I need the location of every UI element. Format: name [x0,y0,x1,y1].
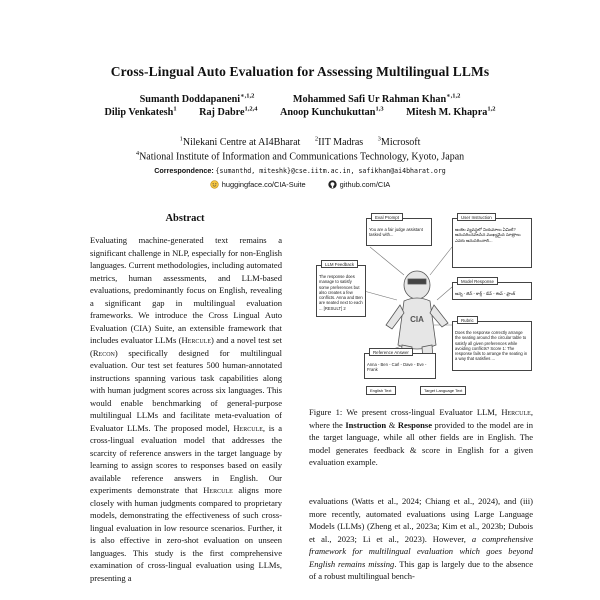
affiliation: $^1$Nilekani Centre at AI4Bharat [179,136,301,149]
project-links [0,180,600,191]
affiliation: $^3$Microsoft [377,136,421,149]
user-instruction-box: User Instruction అంకెల వ్యవస్థలో నియమాలు ఏమిటి? అనుసరించవలసిన ముఖ్యమైన సూత్రాలు ఎవరు అనుసరించాలి... [452,218,532,268]
correspondence-emails[interactable]: {sumanthd, miteshk}@cse.iitm.ac.in, safikhan@ai4bharat.org [215,167,446,175]
affiliation: $^2$IIT Madras [314,136,364,149]
author: Dilip Venkatesh$^1$ [104,106,177,119]
correspondence: Correspondence: {sumanthd, miteshk}@cse.iitm.ac.in, safikhan@ai4bharat.org [154,166,446,175]
llm-feedback-box: LLM Feedback The response does manage to satisfy some preferences but also creates a few conflicts. Anna and Ben are seated next to each ... [RESULT] 2 [316,265,366,317]
model-response-box: Model Response అన్న - బెన్ - కార్ల్ - డేవ్ - ఈవ్ - ఫ్రాంక్ [452,282,532,300]
author-row-1 [0,92,600,105]
huggingface-link[interactable]: huggingface.co/CIA-Suite [210,180,306,189]
abstract-heading: Abstract [165,213,205,224]
user-instruction-label: User Instruction [457,213,496,221]
eval-prompt-box: Eval Prompt You are a fair judge assistant tasked with... [366,218,432,246]
reference-answer-label: Reference Answer [369,348,413,356]
rubric-label: Rubric [457,316,478,324]
author: Mohammed Safi Ur Rahman Khan$^{∗,1,2}$ [292,93,461,106]
intro-paragraph: evaluations (Watts et al., 2024; Chiang et al., 2024), and (iii) more recently, automated evaluations using Large Language Models (LLMs) (Zheng et al., 2023a; Kim et al., 2023b; Dubois et al., 2023; Li et al., 2023). However, a comprehensive framework for multilingual evaluation which goes beyond English remains missing. This gap is largely due to the absence of a robust multilingual bench- [309,496,533,581]
affiliations-row-2: $^4$National Institute of Information and Communications Technology, Kyoto, Japan [135,150,465,163]
author: Raj Dabre$^{1,2,4}$ [199,106,258,119]
mascot-label: CIA [410,315,424,324]
author: Sumanth Doddapaneni$^{∗,1,2}$ [139,93,255,106]
author-row-2 [0,106,600,118]
figure-1 [312,205,538,400]
author: Mitesh M. Khapra$^{1,2}$ [406,106,496,119]
figure-caption: Figure 1: We present cross-lingual Evaluator LLM, Hercule, where the Instruction & Response provided to the model are in the target language, while all other fields are in English. The model generates feedback & score in English for a given evaluation example. [309,407,533,467]
github-link[interactable]: github.com/CIA [328,180,391,189]
author: Anoop Kunchukuttan$^{1,3}$ [280,106,384,119]
model-response-label: Model Response [457,277,498,285]
llm-feedback-label: LLM Feedback [321,260,358,268]
rubric-box: Rubric Does the response correctly arrange the seating around the circular table to satisfy all given preferences while avoiding conflicts? Score 1: The response fails to arrange the seating in a way that satisfies ... [452,321,532,371]
reference-answer-box: Reference Answer Anna - Ben - Carl - Dave - Eve - Frank [364,353,436,379]
paper-title: Cross-Lingual Auto Evaluation for Assessing Multilingual LLMs [110,64,490,79]
hugging-face-icon [210,180,219,189]
target-text-legend: Target Language Text [420,386,466,395]
eval-prompt-label: Eval Prompt [371,213,403,221]
english-text-legend: English Text [366,386,396,395]
affiliations-row-1 [0,136,600,148]
github-icon [328,180,337,189]
abstract-body: Evaluating machine-generated text remains a significant challenge in NLP, especially for non-English languages. Current methodologies, including automated metrics, human assessments, and LLM-based evaluations, predominantly focus on English, revealing a significant gap in multilingual evaluation frameworks. We introduce the Cross Lingual Auto Evaluation (CIA) Suite, an extensible framework that includes evaluator LLMs (Hercule) and a novel test set (Recon) specifically designed for multilingual evaluation. Our test set features 500 human-annotated instructions spanning various task capabilities along with human judgment scores across six languages. This would enable benchmarking of general-purpose multilingual LLMs and facilitate meta-evaluation of Evaluator LLMs. The proposed model, Hercule, is a cross-lingual evaluation model that addresses the scarcity of reference answers in the target language by learning to assign scores to responses based on easily available reference answers in English. Our experiments demonstrate that Hercule aligns more closely with human judgments compared to proprietary models, demonstrating the effectiveness of such cross-lingual evaluation in low resource scenarios. Further, it is also effective in zero-shot evaluation on unseen languages. This study is the first comprehensive examination of cross-lingual evaluation using LLMs, presenting a [90,235,283,583]
